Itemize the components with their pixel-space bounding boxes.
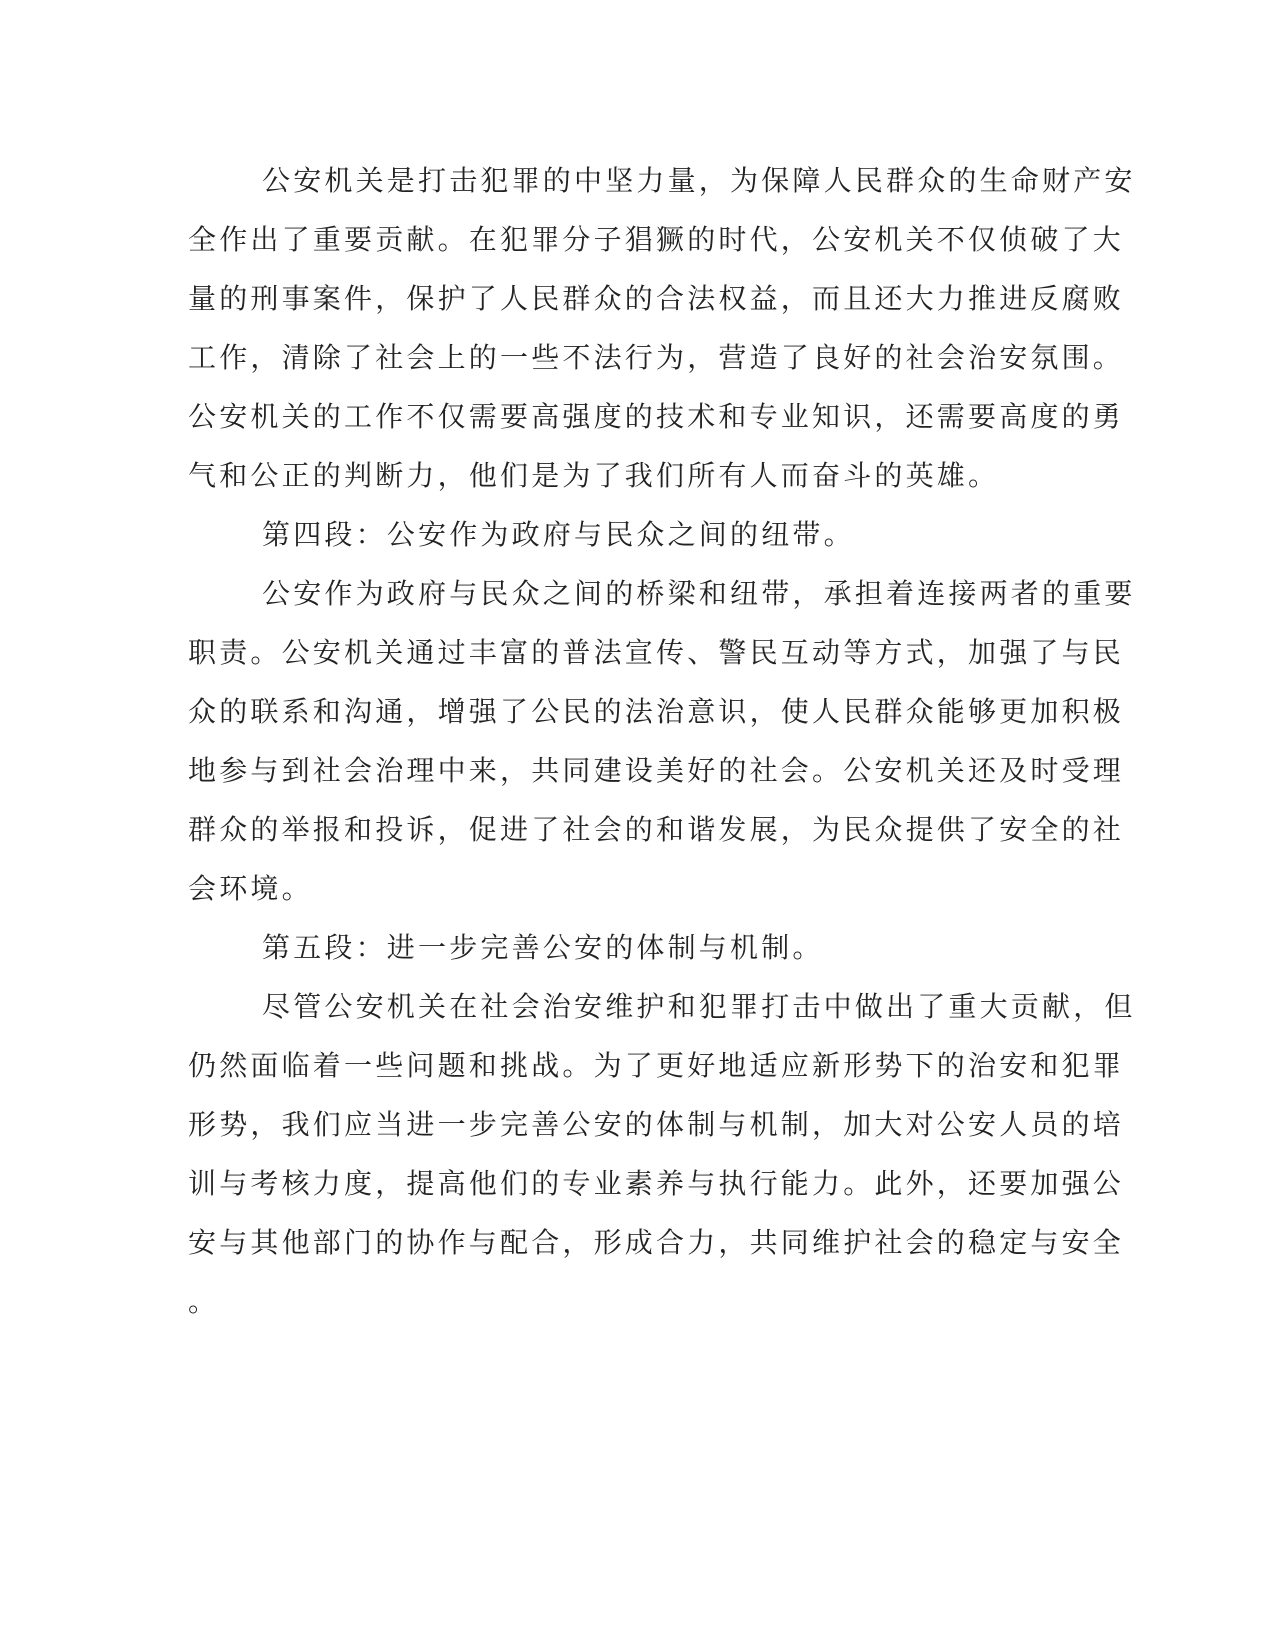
section-heading-5: 第五段：进一步完善公安的体制与机制。 bbox=[262, 931, 824, 964]
paragraph-2-line-5: 群众的举报和投诉，促进了社会的和谐发展，为民众提供了安全的社 bbox=[188, 813, 1125, 846]
paragraph-2-line-3: 众的联系和沟通，增强了公民的法治意识，使人民群众能够更加积极 bbox=[188, 695, 1125, 728]
paragraph-3-line-4: 训与考核力度，提高他们的专业素养与执行能力。此外，还要加强公 bbox=[188, 1167, 1125, 1200]
paragraph-3-line-5: 安与其他部门的协作与配合，形成合力，共同维护社会的稳定与安全 bbox=[188, 1226, 1125, 1259]
paragraph-2-line-2: 职责。公安机关通过丰富的普法宣传、警民互动等方式，加强了与民 bbox=[188, 636, 1125, 669]
paragraph-1-line-3: 量的刑事案件，保护了人民群众的合法权益，而且还大力推进反腐败 bbox=[188, 282, 1125, 315]
section-heading-4: 第四段：公安作为政府与民众之间的纽带。 bbox=[262, 518, 855, 551]
paragraph-3-line-1: 尽管公安机关在社会治安维护和犯罪打击中做出了重大贡献，但 bbox=[262, 990, 1136, 1023]
paragraph-3-line-6: 。 bbox=[188, 1285, 220, 1318]
paragraph-3-line-2: 仍然面临着一些问题和挑战。为了更好地适应新形势下的治安和犯罪 bbox=[188, 1049, 1125, 1082]
paragraph-1-line-5: 公安机关的工作不仅需要高强度的技术和专业知识，还需要高度的勇 bbox=[188, 400, 1125, 433]
paragraph-1-line-1: 公安机关是打击犯罪的中坚力量，为保障人民群众的生命财产安 bbox=[262, 164, 1136, 197]
paragraph-2-line-6: 会环境。 bbox=[188, 872, 313, 905]
paragraph-1-line-4: 工作，清除了社会上的一些不法行为，营造了良好的社会治安氛围。 bbox=[188, 341, 1125, 374]
paragraph-2-line-1: 公安作为政府与民众之间的桥梁和纽带，承担着连接两者的重要 bbox=[262, 577, 1136, 610]
paragraph-1-line-2: 全作出了重要贡献。在犯罪分子猖獗的时代，公安机关不仅侦破了大 bbox=[188, 223, 1125, 256]
paragraph-1-line-6: 气和公正的判断力，他们是为了我们所有人而奋斗的英雄。 bbox=[188, 459, 1000, 492]
paragraph-2-line-4: 地参与到社会治理中来，共同建设美好的社会。公安机关还及时受理 bbox=[188, 754, 1125, 787]
paragraph-3-line-3: 形势，我们应当进一步完善公安的体制与机制，加大对公安人员的培 bbox=[188, 1108, 1125, 1141]
